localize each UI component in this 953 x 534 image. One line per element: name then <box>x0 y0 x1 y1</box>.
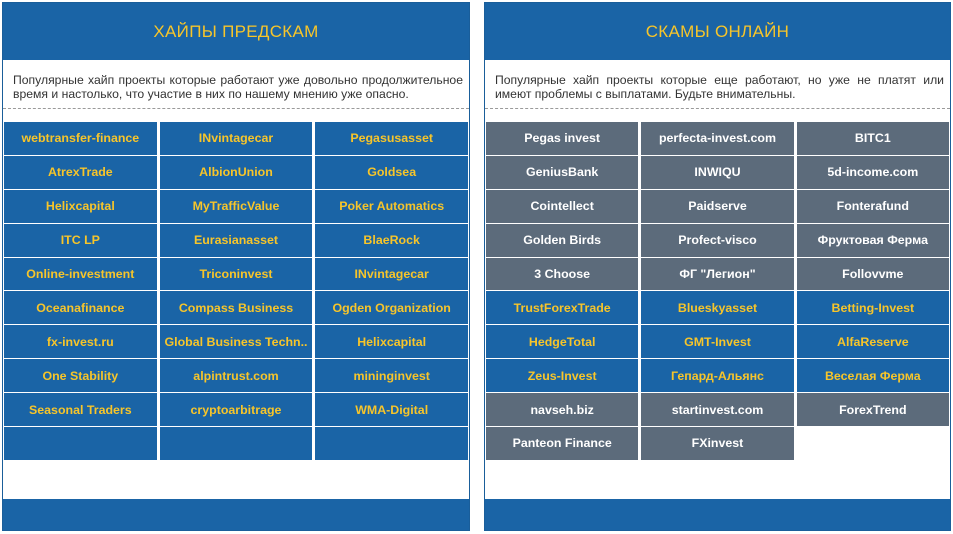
project-link[interactable]: INvintagecar <box>160 122 313 155</box>
empty-cell <box>4 427 157 460</box>
project-link[interactable]: Golden Birds <box>486 224 638 257</box>
project-link[interactable]: Online-investment <box>4 258 157 291</box>
project-link[interactable]: fx-invest.ru <box>4 325 157 358</box>
panel-title: ХАЙПЫ ПРЕДСКАМ <box>3 3 469 60</box>
project-link[interactable]: INWIQU <box>641 156 793 189</box>
project-link[interactable]: GeniusBank <box>486 156 638 189</box>
project-link[interactable]: Pegas invest <box>486 122 638 155</box>
project-link[interactable]: Fonterafund <box>797 190 949 223</box>
project-link[interactable]: Pegasusasset <box>315 122 468 155</box>
panel-description: Популярные хайп проекты которые работают уже довольно продолжительное время и настолько, что участие в них по нашему мнению уже опасно. <box>3 60 469 109</box>
project-link[interactable]: Веселая Ферма <box>797 359 949 392</box>
scam-online-panel <box>484 2 951 531</box>
project-link[interactable]: Helixcapital <box>4 190 157 223</box>
project-link[interactable]: BITC1 <box>797 122 949 155</box>
panel-description: Популярные хайп проекты которые еще работают, но уже не платят или имеют проблемы с выплатами. Будьте внимательны. <box>485 60 950 109</box>
project-link[interactable]: Goldsea <box>315 156 468 189</box>
project-link[interactable]: Panteon Finance <box>486 427 638 460</box>
project-link[interactable]: BlaeRock <box>315 224 468 257</box>
project-link[interactable]: WMA-Digital <box>315 393 468 426</box>
project-link[interactable]: FXinvest <box>641 427 793 460</box>
project-link[interactable]: Helixcapital <box>315 325 468 358</box>
empty-cell <box>797 427 949 460</box>
project-link[interactable]: startinvest.com <box>641 393 793 426</box>
project-link[interactable]: mininginvest <box>315 359 468 392</box>
project-link[interactable]: Фруктовая Ферма <box>797 224 949 257</box>
project-link[interactable]: Triconinvest <box>160 258 313 291</box>
project-link[interactable]: AlbionUnion <box>160 156 313 189</box>
project-link[interactable]: Global Business Techn.. <box>160 325 313 358</box>
project-link[interactable]: Profect-visco <box>641 224 793 257</box>
project-link[interactable]: MyTrafficValue <box>160 190 313 223</box>
project-link[interactable]: Betting-Invest <box>797 291 949 324</box>
project-link[interactable]: ITC LP <box>4 224 157 257</box>
project-link[interactable]: cryptoarbitrage <box>160 393 313 426</box>
project-link[interactable]: navseh.biz <box>486 393 638 426</box>
hyip-prescam-panel <box>2 2 470 531</box>
panel-title: СКАМЫ ОНЛАЙН <box>485 3 950 60</box>
empty-cell <box>315 427 468 460</box>
panel-footer <box>485 499 950 530</box>
project-link[interactable]: ФГ "Легион" <box>641 258 793 291</box>
project-link[interactable]: Seasonal Traders <box>4 393 157 426</box>
project-link[interactable]: Compass Business <box>160 291 313 324</box>
project-link[interactable]: Eurasianasset <box>160 224 313 257</box>
project-grid <box>3 122 469 460</box>
project-link[interactable]: AlfaReserve <box>797 325 949 358</box>
project-link[interactable]: Paidserve <box>641 190 793 223</box>
project-link[interactable]: Blueskyasset <box>641 291 793 324</box>
project-link[interactable]: Oceanafinance <box>4 291 157 324</box>
project-link[interactable]: One Stability <box>4 359 157 392</box>
project-link[interactable]: 5d-income.com <box>797 156 949 189</box>
empty-cell <box>160 427 313 460</box>
project-link[interactable]: alpintrust.com <box>160 359 313 392</box>
project-link[interactable]: Cointellect <box>486 190 638 223</box>
project-link[interactable]: Poker Automatics <box>315 190 468 223</box>
project-link[interactable]: GMT-Invest <box>641 325 793 358</box>
project-link[interactable]: 3 Choose <box>486 258 638 291</box>
project-grid <box>485 122 950 460</box>
project-link[interactable]: AtrexTrade <box>4 156 157 189</box>
project-link[interactable]: TrustForexTrade <box>486 291 638 324</box>
project-link[interactable]: HedgeTotal <box>486 325 638 358</box>
project-link[interactable]: INvintagecar <box>315 258 468 291</box>
project-link[interactable]: webtransfer-finance <box>4 122 157 155</box>
project-link[interactable]: Ogden Organization <box>315 291 468 324</box>
project-link[interactable]: ForexTrend <box>797 393 949 426</box>
project-link[interactable]: perfecta-invest.com <box>641 122 793 155</box>
project-link[interactable]: Zeus-Invest <box>486 359 638 392</box>
project-link[interactable]: Гепард-Альянс <box>641 359 793 392</box>
panel-footer <box>3 499 469 530</box>
project-link[interactable]: Follovvme <box>797 258 949 291</box>
